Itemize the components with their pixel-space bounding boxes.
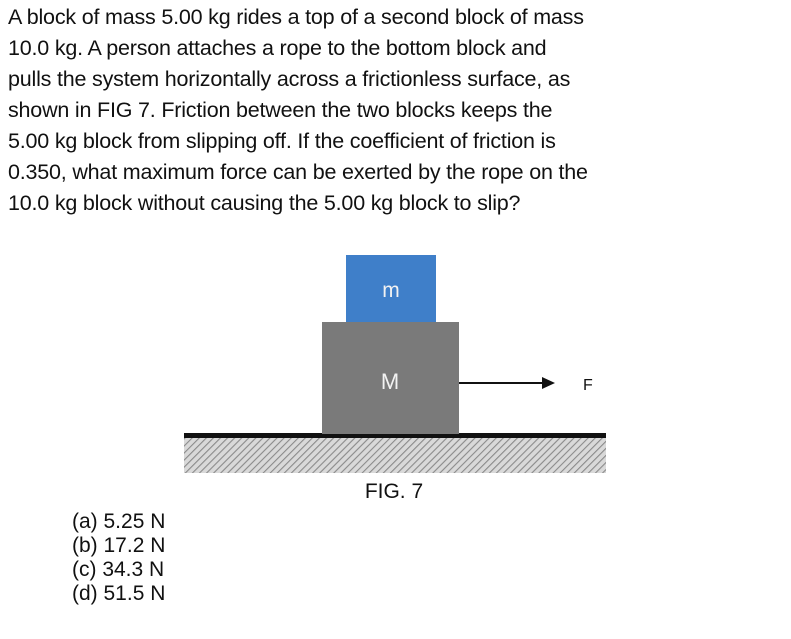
answer-choice-d: (d) 51.5 N bbox=[72, 582, 166, 605]
question-line: A block of mass 5.00 kg rides a top of a second block of mass bbox=[8, 5, 584, 29]
question-line: 0.350, what maximum force can be exerted by the rope on the bbox=[8, 160, 588, 184]
question-line: 10.0 kg block without causing the 5.00 kg block to slip? bbox=[8, 191, 521, 215]
question-line: 10.0 kg. A person attaches a rope to the bottom block and bbox=[8, 36, 547, 60]
question-line: pulls the system horizontally across a frictionless surface, as bbox=[8, 67, 571, 91]
answer-choice-a: (a) 5.25 N bbox=[72, 510, 166, 533]
answer-choice-b: (b) 17.2 N bbox=[72, 534, 166, 557]
force-arrow-head bbox=[542, 377, 555, 389]
ground-hatching bbox=[184, 437, 606, 473]
answer-choice-c: (c) 34.3 N bbox=[72, 558, 165, 581]
figure-caption: FIG. 7 bbox=[364, 480, 424, 503]
bottom-block-label: M bbox=[380, 369, 400, 394]
force-label: F bbox=[583, 377, 593, 394]
question-line: 5.00 kg block from slipping off. If the coefficient of friction is bbox=[8, 129, 556, 153]
top-block-label: m bbox=[382, 279, 400, 302]
question-line: shown in FIG 7. Friction between the two blocks keeps the bbox=[8, 98, 553, 122]
answer-choices bbox=[72, 510, 165, 606]
